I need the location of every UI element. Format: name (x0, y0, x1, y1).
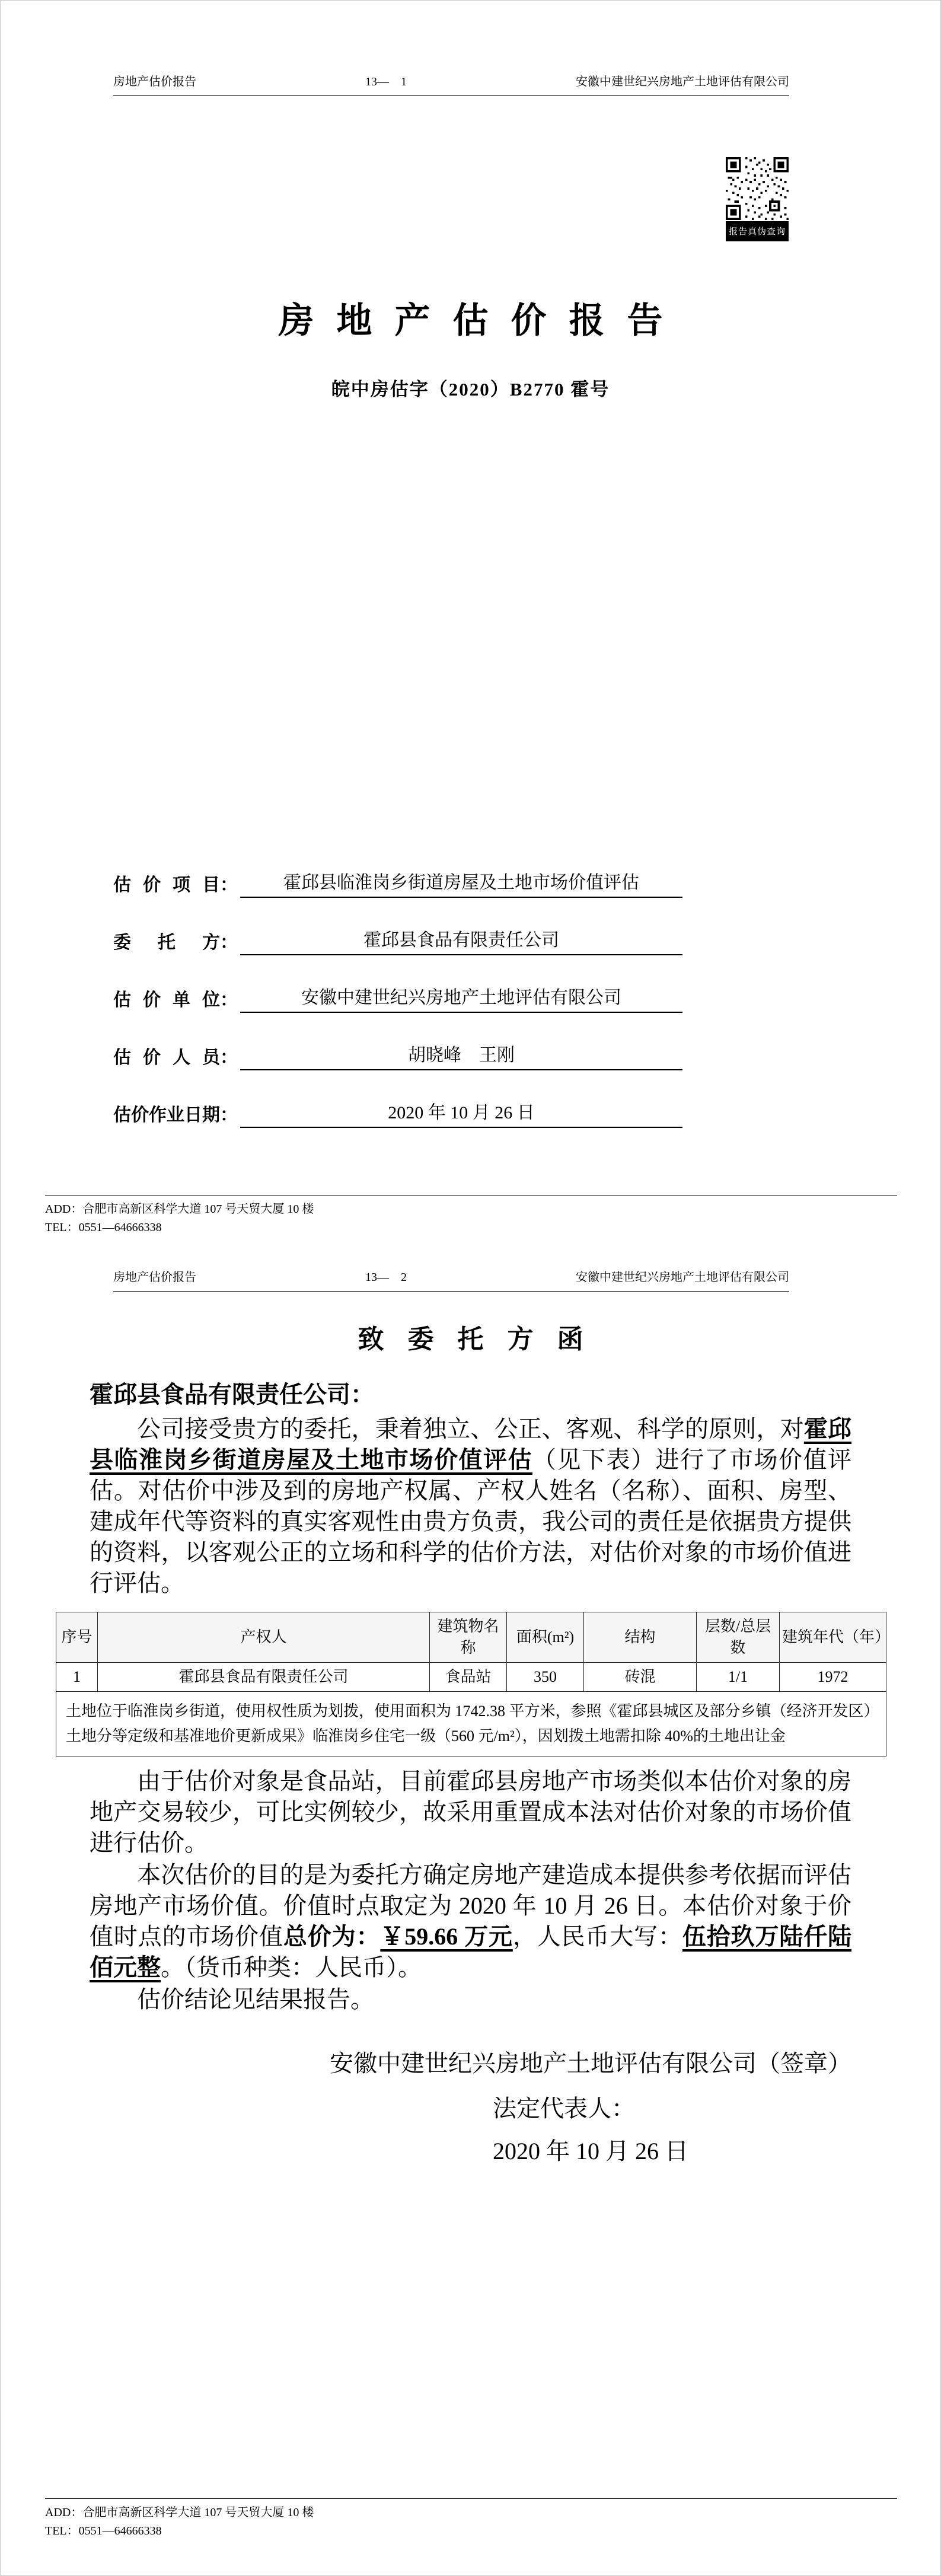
page-header (113, 1270, 789, 1292)
page-footer (45, 2498, 897, 2540)
field-label: 估 价 单 位： (113, 990, 238, 1010)
form-row-project (113, 870, 682, 898)
text-segment: 。（货币种类：人民币）。 (161, 1954, 422, 1981)
table-header-row (56, 1612, 886, 1663)
table-cell: 食品站 (430, 1663, 507, 1692)
paragraph-conclusion: 估价结论见结果报告。 (137, 1986, 374, 2013)
form-row-client (113, 927, 682, 955)
form-row-agency (113, 985, 682, 1013)
table-header-cell: 结构 (584, 1612, 697, 1663)
valuation-amount-words: 伍拾玖万陆仟陆佰元整 (90, 1923, 852, 1981)
table-cell: 1972 (780, 1663, 886, 1692)
table-header-cell: 面积(m²) (507, 1612, 584, 1663)
header-company: 安徽中建世纪兴房地产土地评估有限公司 (576, 75, 789, 88)
footer-address: ADD：合肥市高新区科学大道 107 号天贸大厦 10 楼 (45, 1203, 314, 1216)
page-header (113, 74, 789, 96)
header-doc-title: 房地产估价报告 (113, 75, 196, 88)
footer-phone: TEL：0551—64666338 (45, 1221, 162, 1234)
field-value: 霍邱县食品有限责任公司 (240, 927, 682, 955)
text-segment: （见下表）进行了市场价值评估。对估价中涉及到的房地产权属、产权人姓名（名称）、面积、房型、建成年代等资料的真实客观性由贵方负责，我公司的责任是依据贵方提供的资料，以客观公正的立场和科学的估价方法，对估价对象的市场价值进行评估。 (90, 1446, 851, 1596)
table-cell: 1 (56, 1663, 98, 1692)
text-segment: 公司接受贵方的委托，秉着独立、公正、客观、科学的原则，对 (137, 1415, 804, 1442)
letter-title: 致委托方函 (358, 1325, 607, 1354)
cover-info-form (113, 870, 682, 1158)
page-2 (1, 1270, 940, 2167)
table-note-row (56, 1692, 886, 1756)
qr-verify-label: 报告真伪查询 (726, 221, 789, 241)
field-label: 委 托 方： (113, 933, 238, 952)
paragraph-commission (90, 1414, 851, 1599)
header-page-number: 13— 2 (365, 1271, 407, 1284)
field-label: 估 价 人 员： (113, 1048, 238, 1067)
signature-date: 2020 年 10 月 26 日 (493, 2138, 688, 2164)
page-footer (45, 1195, 897, 1237)
field-value: 安徽中建世纪兴房地产土地评估有限公司 (240, 985, 682, 1013)
valuation-amount: ￥59.66 万元 (380, 1923, 513, 1950)
report-title: 房地产估价报告 (278, 301, 685, 340)
footer-address: ADD：合肥市高新区科学大道 107 号天贸大厦 10 楼 (45, 2506, 314, 2519)
qr-code (726, 157, 789, 220)
table-header-cell: 建筑物名称 (430, 1612, 507, 1663)
header-page-number: 13— 1 (365, 75, 407, 88)
table-header-cell: 层数/总层数 (697, 1612, 780, 1663)
field-value: 胡晓峰 王刚 (240, 1042, 682, 1070)
field-value: 霍邱县临淮岗乡街道房屋及土地市场价值评估 (240, 870, 682, 898)
table-cell: 霍邱县食品有限责任公司 (98, 1663, 430, 1692)
table-cell: 1/1 (697, 1663, 780, 1692)
table-header-cell: 产权人 (98, 1612, 430, 1663)
text-segment: ，人民币大写： (512, 1923, 682, 1950)
qr-verify-block (726, 157, 789, 241)
table-row (56, 1663, 886, 1692)
header-doc-title: 房地产估价报告 (113, 1271, 196, 1284)
signature-company: 安徽中建世纪兴房地产土地评估有限公司（签章） (330, 2050, 851, 2077)
table-header-cell: 建筑年代（年） (780, 1612, 886, 1663)
salutation: 霍邱县食品有限责任公司： (90, 1381, 374, 1408)
field-label: 估价作业日期： (113, 1105, 238, 1125)
report-number: 皖中房估字（2020）B2770 霍号 (331, 379, 610, 400)
header-company: 安徽中建世纪兴房地产土地评估有限公司 (576, 1271, 789, 1284)
field-value: 2020 年 10 月 26 日 (240, 1100, 682, 1128)
text-segment-emphasis: 霍邱县临淮岗乡街道房屋及土地市场价值评估 (90, 1415, 852, 1473)
appraisal-table (56, 1612, 891, 1756)
paragraph-method: 由于估价对象是食品站，目前霍邱县房地产市场类似本估价对象的房地产交易较少，可比实例较少，故采用重置成本法对估价对象的市场价值进行估价。 (90, 1768, 851, 1856)
table-cell: 350 (507, 1663, 584, 1692)
form-row-date (113, 1100, 682, 1128)
signature-legal-rep: 法定代表人： (493, 2095, 635, 2122)
table-note: 土地位于临淮岗乡街道，使用权性质为划拨，使用面积为 1742.38 平方米，参照《霍邱县城区及部分乡镇（经济开发区）土地分等定级和基准地价更新成果》临淮岗乡住宅一级（560 元/m²），因划拨土地需扣除 40%的土地出让金 (56, 1692, 886, 1756)
table-cell: 砖混 (584, 1663, 697, 1692)
paragraph-valuation (90, 1860, 851, 1983)
text-segment: 本次估价的目的是为委托方确定房地产建造成本提供参考依据而评估房地产市场价值。价值时点取定为 2020 年 10 月 26 日。本估价对象于价值时点的市场价值 (90, 1861, 851, 1950)
table-header-cell: 序号 (56, 1612, 98, 1663)
text-segment-bold: 总价为： (283, 1923, 381, 1950)
form-row-appraisers (113, 1042, 682, 1070)
footer-phone: TEL：0551—64666338 (45, 2524, 162, 2537)
field-label: 估 价 项 目： (113, 875, 238, 895)
